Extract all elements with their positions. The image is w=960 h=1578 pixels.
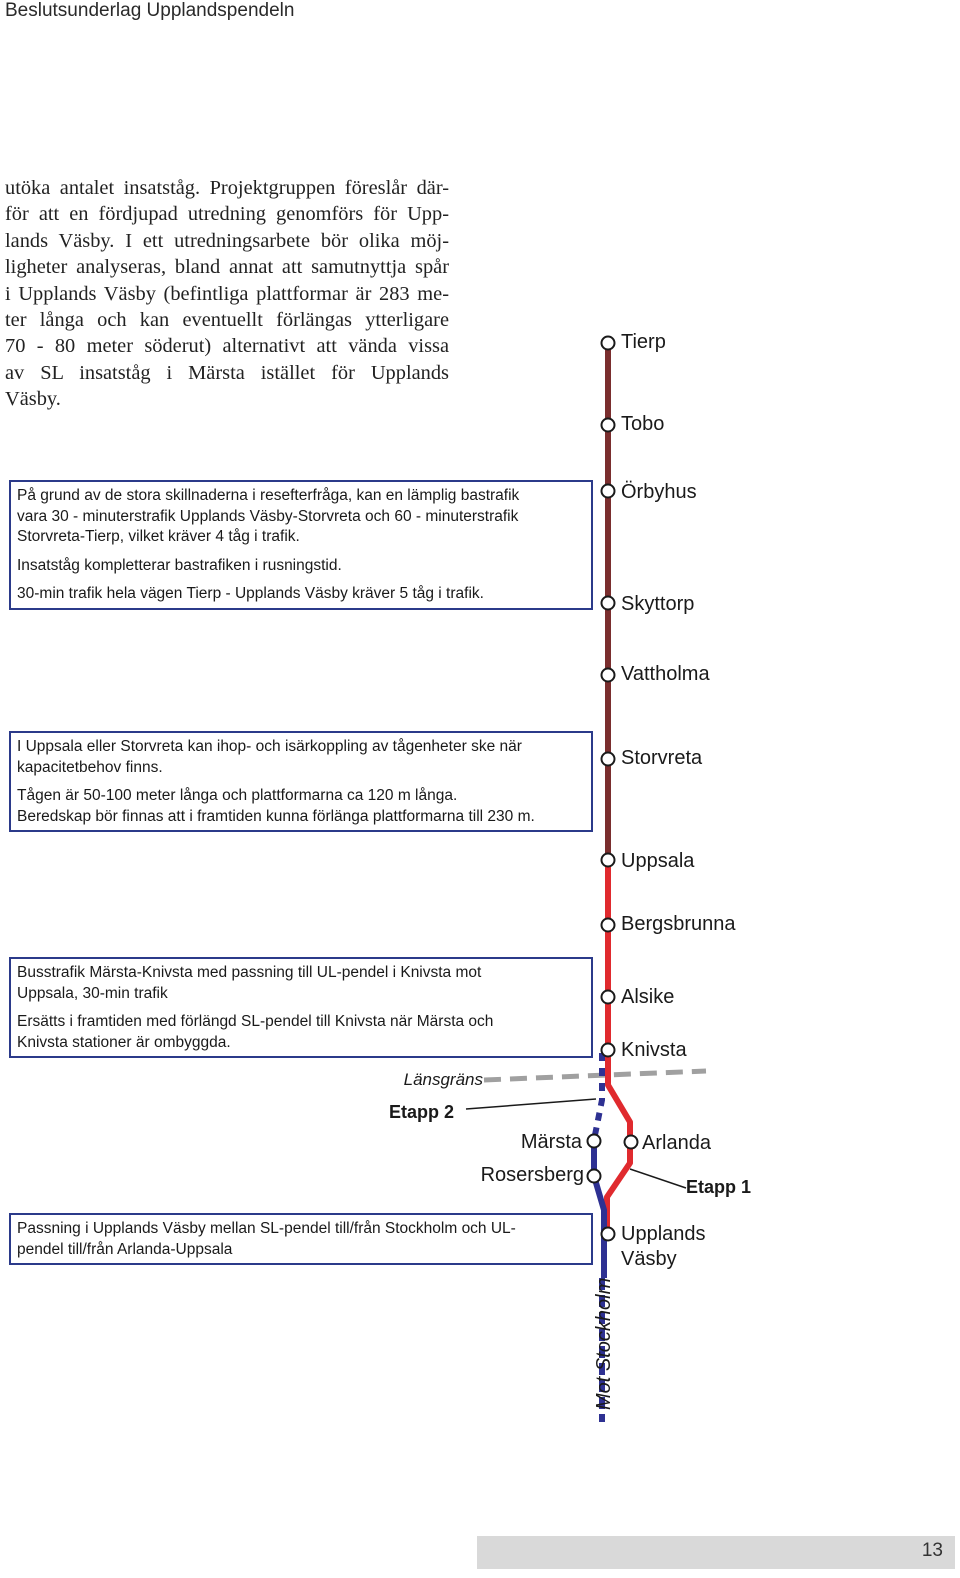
box-line: Insatståg kompletterar bastrafiken i rusningstid. bbox=[17, 556, 342, 574]
station-dot-tobo bbox=[602, 419, 615, 432]
station-dot-orbyhus bbox=[602, 485, 615, 498]
footer-bar bbox=[477, 1536, 955, 1569]
station-dot-arlanda bbox=[625, 1136, 638, 1149]
station-label-upplands: Upplands bbox=[621, 1223, 706, 1245]
box-line: Storvreta-Tierp, vilket kräver 4 tåg i trafik. bbox=[17, 528, 300, 545]
body-line: ter långa och kan eventuellt förlängas ytterligare bbox=[5, 309, 449, 332]
line-sl-extension-planned bbox=[594, 1053, 602, 1140]
body-line: Väsby. bbox=[5, 388, 61, 411]
station-label-tobo: Tobo bbox=[621, 413, 665, 435]
toward-stockholm-label: Mot Stockholm bbox=[593, 1277, 615, 1410]
box-line: Busstrafik Märsta-Knivsta med passning till UL-pendel i Knivsta mot bbox=[17, 964, 482, 981]
box-line: Knivsta stationer är ombyggda. bbox=[17, 1033, 231, 1051]
station-dot-rosersberg bbox=[588, 1170, 601, 1183]
body-line: utöka antalet insatståg. Projektgruppen föreslår där- bbox=[5, 177, 449, 199]
etapp1-label: Etapp 1 bbox=[686, 1177, 752, 1197]
box-line: kapacitetbehov finns. bbox=[17, 758, 163, 776]
station-dot-bergsbrunna bbox=[602, 919, 615, 932]
page-number: 13 bbox=[921, 1540, 943, 1561]
station-label-alsike: Alsike bbox=[621, 986, 675, 1008]
running-header: Beslutsunderlag Upplandspendeln bbox=[5, 0, 295, 21]
box-line: pendel till/från Arlanda-Uppsala bbox=[17, 1240, 233, 1258]
station-label-rosersberg: Rosersberg bbox=[480, 1164, 584, 1186]
station-label-uppsala: Uppsala bbox=[621, 850, 695, 872]
station-dot-skyttorp bbox=[602, 597, 615, 610]
box-line: 30-min trafik hela vägen Tierp - Upplands Väsby kräver 5 tåg i trafik. bbox=[17, 585, 484, 602]
station-dot-storvreta bbox=[602, 753, 615, 766]
body-line: för att en fördjupad utredning genomförs för Upp- bbox=[5, 203, 449, 226]
body-line: av SL insatståg i Märsta istället för Upplands bbox=[5, 361, 449, 384]
station-label-bergsbrunna: Bergsbrunna bbox=[621, 913, 736, 935]
county-border-line bbox=[484, 1071, 706, 1080]
station-label-vattholma: Vattholma bbox=[621, 663, 710, 685]
box-line: Uppsala, 30-min trafik bbox=[17, 984, 168, 1002]
station-label-marsta: Märsta bbox=[520, 1131, 582, 1153]
box-line: vara 30 - minuterstrafik Upplands Väsby-Storvreta och 60 - minuterstrafik bbox=[17, 507, 519, 525]
etapp2-label: Etapp 2 bbox=[389, 1102, 455, 1122]
body-line: i Upplands Väsby (befintliga plattformar är 283 me- bbox=[5, 282, 449, 305]
station-label-storvreta: Storvreta bbox=[621, 747, 703, 769]
station-label-knivsta: Knivsta bbox=[621, 1039, 687, 1061]
station-label-orbyhus: Örbyhus bbox=[621, 481, 697, 503]
station-dot-knivsta bbox=[602, 1044, 615, 1057]
station-markers bbox=[588, 337, 638, 1241]
station-dot-alsike bbox=[602, 991, 615, 1004]
station-label-skyttorp: Skyttorp bbox=[621, 593, 695, 615]
etapp1-leader-line bbox=[630, 1169, 686, 1188]
station-dot-upplands-vasby bbox=[602, 1228, 615, 1241]
station-label-vasby: Väsby bbox=[621, 1248, 677, 1270]
body-line: ligheter analyseras, bland annat att samutnyttja spår bbox=[5, 256, 449, 279]
etapp2-leader-line bbox=[466, 1099, 596, 1109]
box-line: Beredskap bör finnas att i framtiden kunna förlänga plattformarna till 230 m. bbox=[17, 807, 535, 825]
station-dot-marsta bbox=[588, 1135, 601, 1148]
station-label-arlanda: Arlanda bbox=[642, 1132, 711, 1154]
box-line: Passning i Upplands Väsby mellan SL-pendel till/från Stockholm och UL- bbox=[17, 1220, 516, 1237]
box-line: I Uppsala eller Storvreta kan ihop- och isärkoppling av tågenheter ske när bbox=[17, 738, 522, 755]
body-line: lands Väsby. I ett utredningsarbete bör olika möj- bbox=[5, 229, 449, 252]
box-line: Ersätts i framtiden med förlängd SL-pendel till Knivsta när Märsta och bbox=[17, 1013, 494, 1030]
body-line: 70 - 80 meter söderut) alternativt att vända vissa bbox=[5, 335, 449, 358]
county-border-label: Länsgräns bbox=[403, 1070, 483, 1089]
station-dot-vattholma bbox=[602, 669, 615, 682]
station-dot-tierp bbox=[602, 337, 615, 350]
station-dot-uppsala bbox=[602, 854, 615, 867]
box-line: På grund av de stora skillnaderna i resefterfråga, kan en lämplig bastrafik bbox=[17, 487, 520, 504]
box-line: Tågen är 50-100 meter långa och plattformarna ca 120 m långa. bbox=[17, 787, 458, 804]
line-sl-marsta-vasby bbox=[594, 1140, 604, 1278]
station-label-tierp: Tierp bbox=[621, 331, 666, 353]
